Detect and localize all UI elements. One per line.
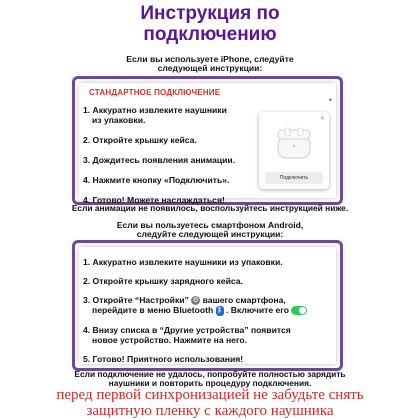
android-after-note-line-2: наушники и повторить процедуру подключения.	[108, 378, 312, 388]
warning-line-1: перед первой синхронизацией не забудьте снять	[56, 387, 364, 403]
dot-indicator: •	[328, 95, 332, 105]
android-step-4	[83, 325, 333, 345]
title-line-2: подключению	[143, 24, 277, 45]
android-step-3-part-c: перейдите в меню Bluetooth	[92, 305, 214, 316]
title-line-1: Инструкция по	[140, 3, 280, 24]
connect-button[interactable]: Подключить	[265, 172, 323, 184]
android-intro-line-1: Если вы пользуетесь смартфоном Android,	[116, 220, 304, 230]
android-instructions-box	[72, 240, 343, 371]
close-icon[interactable]: ✕	[319, 116, 325, 122]
iphone-step-4: 4. Нажмите кнопку «Подключить».	[83, 175, 230, 185]
android-step-3-part-b: вашего смартфона,	[202, 295, 286, 305]
android-step-3	[83, 295, 333, 316]
iphone-after-note: Если анимации не появилось, воспользуйтесь инструкцией ниже.	[71, 203, 349, 213]
iphone-step-2: 2. Откройте крышку кейса.	[83, 135, 197, 145]
android-intro-line-2: следуйте следующей инструкции:	[136, 229, 284, 239]
airpods-case-icon	[275, 126, 313, 160]
iphone-step-1	[83, 105, 253, 125]
iphone-step-1-line-2: из упаковки.	[92, 115, 146, 125]
iphone-steps-list	[83, 105, 253, 215]
android-after-note-line-1: Если подключение не удалось, попробуйте полностью зарядить	[74, 369, 346, 379]
iphone-step-5: 4. Готово! Можете наслаждаться!	[83, 195, 225, 205]
android-step-2: 2. Откройте крышку зарядного кейса.	[83, 276, 243, 286]
iphone-step-1-line-1: 1. Аккуратно извлеките наушники	[83, 105, 227, 115]
iphone-intro-line-1: Если вы используете iPhone, следуйте	[126, 54, 294, 64]
toggle-icon	[291, 306, 307, 315]
gear-icon: ⚙	[192, 297, 199, 305]
android-step-3-part-d: . Включите его	[226, 305, 290, 316]
bluetooth-icon: ᛒ	[217, 306, 222, 314]
warning-line-2: защитную пленку с каждого наушника	[86, 403, 334, 419]
connect-popup-card	[259, 112, 329, 189]
android-step-4-line-1: 4. Внизу списка в “Другие устройства” появится	[83, 324, 291, 335]
iphone-intro-line-2: следующей инструкции:	[157, 63, 263, 73]
android-step-1: 1. Аккуратно извлеките наушники из упаковки.	[83, 257, 283, 267]
android-step-4-line-2: новое устройство. Нажмите на него.	[92, 334, 248, 345]
iphone-step-3: 3. Дождитесь появления анимации.	[83, 155, 236, 165]
android-step-5: 5. Готово! Приятного использования!	[83, 353, 244, 364]
android-step-3-part-a: 3. Откройте “Настройки”	[83, 295, 189, 305]
standard-connection-label: СТАНДАРТНОЕ ПОДКЛЮЧЕНИЕ	[89, 88, 221, 97]
android-steps-list	[83, 257, 333, 373]
iphone-instructions-box	[72, 76, 343, 205]
